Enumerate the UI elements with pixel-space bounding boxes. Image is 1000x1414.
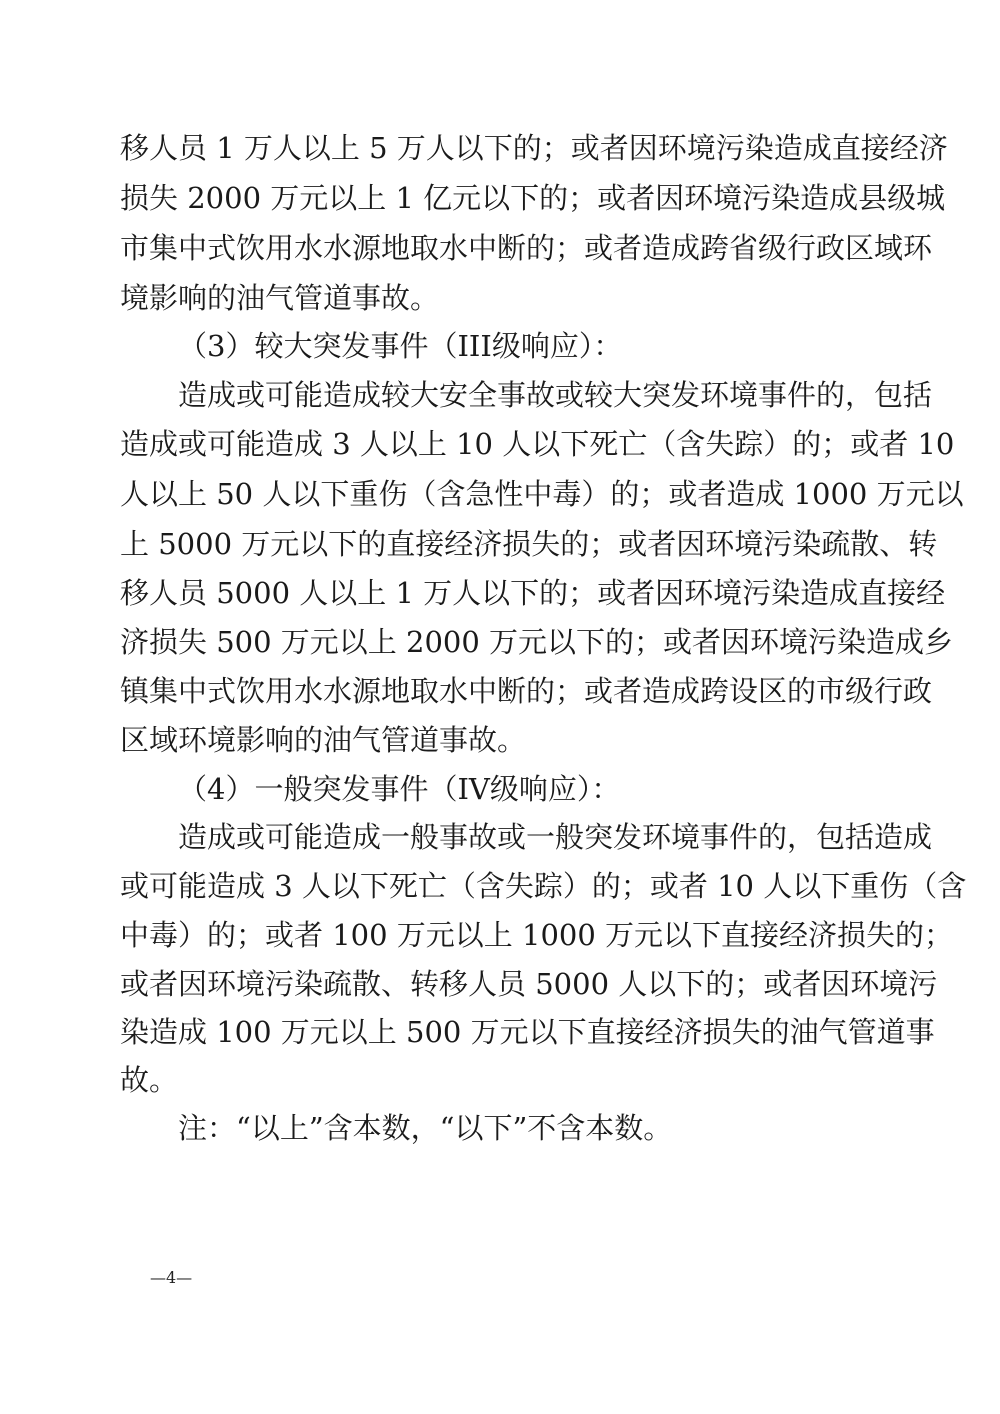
body-text-line: 移人员 1 万人以上 5 万人以下的；或者因环境污染造成直接经济 bbox=[120, 131, 948, 165]
body-text-line: 济损失 500 万元以上 2000 万元以下的；或者因环境污染造成乡 bbox=[120, 625, 954, 659]
body-text-line: 区域环境影响的油气管道事故。 bbox=[120, 723, 527, 757]
body-text-line: 造成或可能造成较大安全事故或较大突发环境事件的，包括 bbox=[178, 378, 933, 412]
body-text-line: 造成或可能造成 3 人以上 10 人以下死亡（含失踪）的；或者 10 bbox=[120, 427, 955, 461]
note-line: 注：“以上”含本数，“以下”不含本数。 bbox=[178, 1111, 673, 1145]
body-text-line: 损失 2000 万元以上 1 亿元以下的；或者因环境污染造成县级城 bbox=[120, 181, 946, 215]
body-text-line: 人以上 50 人以下重伤（含急性中毒）的；或者造成 1000 万元以 bbox=[120, 477, 964, 511]
section-heading-level-4: （4）一般突发事件（IV级响应）： bbox=[178, 772, 621, 806]
body-text-line: 上 5000 万元以下的直接经济损失的；或者因环境污染疏散、转 bbox=[120, 527, 938, 561]
body-text-line: 镇集中式饮用水水源地取水中断的；或者造成跨设区的市级行政 bbox=[120, 674, 933, 708]
body-text-line: 或者因环境污染疏散、转移人员 5000 人以下的；或者因环境污 bbox=[120, 967, 938, 1001]
body-text-line: 或可能造成 3 人以下死亡（含失踪）的；或者 10 人以下重伤（含 bbox=[120, 869, 967, 903]
body-text-line: 染造成 100 万元以上 500 万元以下直接经济损失的油气管道事 bbox=[120, 1015, 935, 1049]
body-text-line: 故。 bbox=[120, 1063, 179, 1097]
body-text-line: 中毒）的；或者 100 万元以上 1000 万元以下直接经济损失的； bbox=[120, 918, 954, 952]
body-text-line: 造成或可能造成一般事故或一般突发环境事件的，包括造成 bbox=[178, 820, 933, 854]
body-text-line: 市集中式饮用水水源地取水中断的；或者造成跨省级行政区域环 bbox=[120, 231, 933, 265]
page-number: —4— bbox=[150, 1268, 193, 1287]
body-text-line: 移人员 5000 人以上 1 万人以下的；或者因环境污染造成直接经 bbox=[120, 576, 946, 610]
section-heading-level-3: （3）较大突发事件（III级响应）： bbox=[178, 329, 623, 363]
body-text-line: 境影响的油气管道事故。 bbox=[120, 281, 440, 315]
